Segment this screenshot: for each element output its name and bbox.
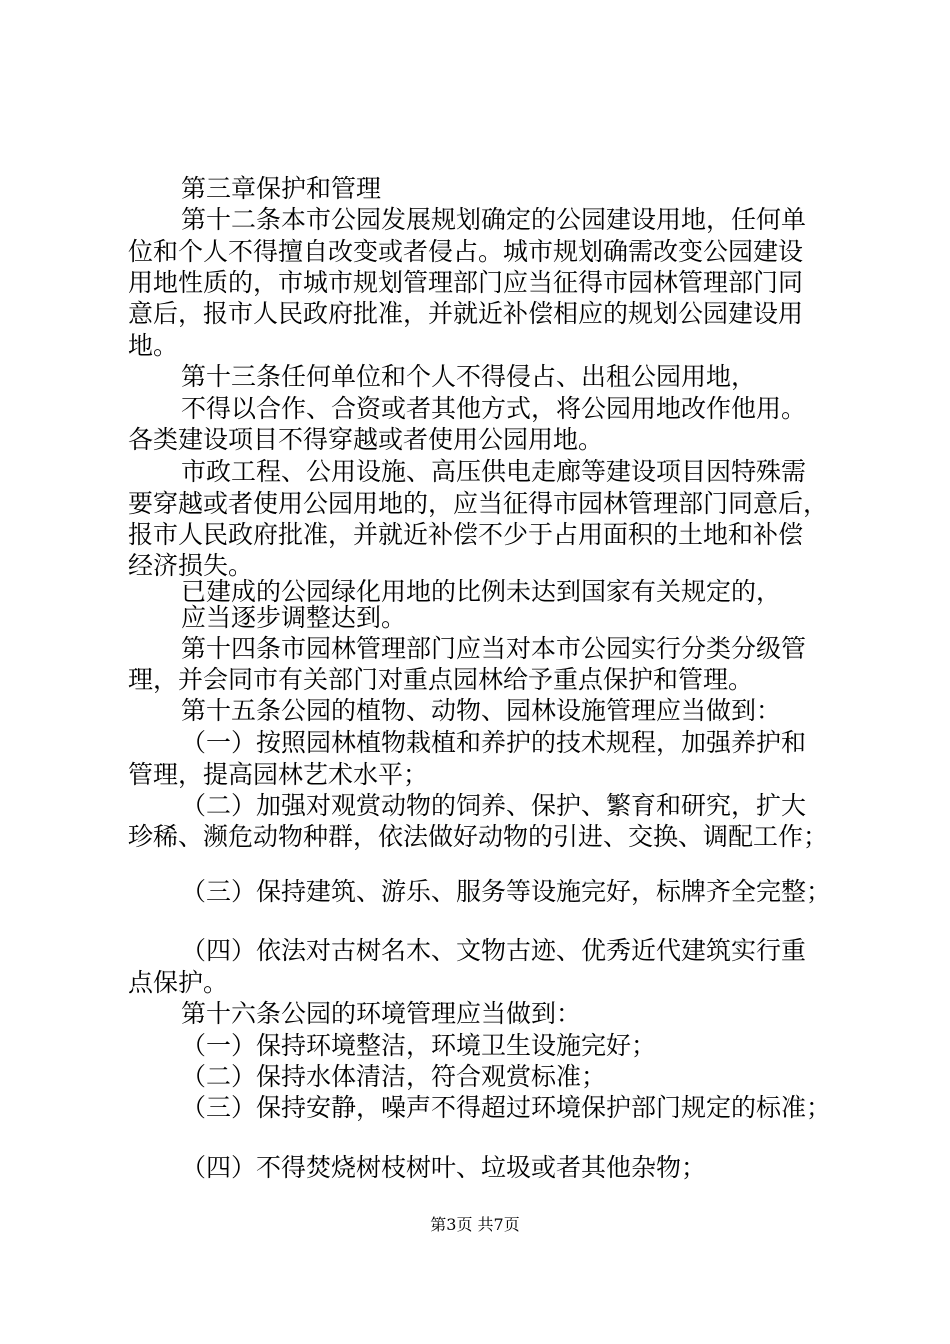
text-line-12: 经济损失。 bbox=[128, 551, 254, 580]
text-line-8: 各类建设项目不得穿越或者使用公园用地。 bbox=[128, 425, 604, 454]
text-line-2: 位和个人不得擅自改变或者侵占。城市规划确需改变公园建设 bbox=[128, 237, 804, 266]
text-line-28: （三）保持安静，噪声不得超过环境保护部门规定的标准； bbox=[181, 1093, 832, 1122]
page-number-footer: 第3页 共7页 bbox=[430, 1215, 520, 1234]
text-line-13: 已建成的公园绿化用地的比例未达到国家有关规定的， bbox=[181, 577, 782, 606]
text-line-27: （二）保持水体清洁，符合观赏标准； bbox=[181, 1062, 607, 1091]
text-line-26: （一）保持环境整洁，环境卫生设施完好； bbox=[181, 1031, 657, 1060]
text-line-9: 市政工程、公用设施、高压供电走廊等建设项目因特殊需 bbox=[181, 457, 807, 486]
text-line-18: （一）按照园林植物栽植和养护的技术规程，加强养护和 bbox=[181, 728, 807, 757]
text-line-16: 理，并会同市有关部门对重点园林给予重点保护和管理。 bbox=[128, 665, 754, 694]
text-line-22: （三）保持建筑、游乐、服务等设施完好，标牌齐全完整； bbox=[181, 877, 832, 906]
text-line-25: 第十六条公园的环境管理应当做到： bbox=[181, 999, 582, 1028]
text-line-19: 管理，提高园林艺术水平； bbox=[128, 760, 429, 789]
text-line-1: 第十二条本市公园发展规划确定的公园建设用地，任何单 bbox=[181, 205, 807, 234]
text-line-11: 报市人民政府批准，并就近补偿不少于占用面积的土地和补偿 bbox=[128, 520, 804, 549]
text-line-3: 用地性质的，市城市规划管理部门应当征得市园林管理部门同 bbox=[128, 268, 804, 297]
text-line-29: （四）不得焚烧树枝树叶、垃圾或者其他杂物； bbox=[181, 1153, 707, 1182]
text-line-23: （四）依法对古树名木、文物古迹、优秀近代建筑实行重 bbox=[181, 936, 807, 965]
text-line-5: 地。 bbox=[128, 331, 179, 360]
text-line-4: 意后，报市人民政府批准，并就近补偿相应的规划公园建设用 bbox=[128, 299, 804, 328]
text-line-14: 应当逐步调整达到。 bbox=[181, 603, 407, 632]
text-line-21: 珍稀、濒危动物种群，依法做好动物的引进、交换、调配工作； bbox=[128, 822, 829, 851]
text-line-17: 第十五条公园的植物、动物、园林设施管理应当做到： bbox=[181, 696, 782, 725]
text-line-15: 第十四条市园林管理部门应当对本市公园实行分类分级管 bbox=[181, 634, 807, 663]
text-line-24: 点保护。 bbox=[128, 968, 229, 997]
text-line-20: （二）加强对观赏动物的饲养、保护、繁育和研究，扩大 bbox=[181, 791, 807, 820]
text-line-10: 要穿越或者使用公园用地的，应当征得市园林管理部门同意后， bbox=[128, 489, 829, 518]
text-line-6: 第十三条任何单位和个人不得侵占、出租公园用地， bbox=[181, 362, 757, 391]
text-line-7: 不得以合作、合资或者其他方式，将公园用地改作他用。 bbox=[181, 394, 807, 423]
text-line-0: 第三章保护和管理 bbox=[181, 174, 382, 203]
